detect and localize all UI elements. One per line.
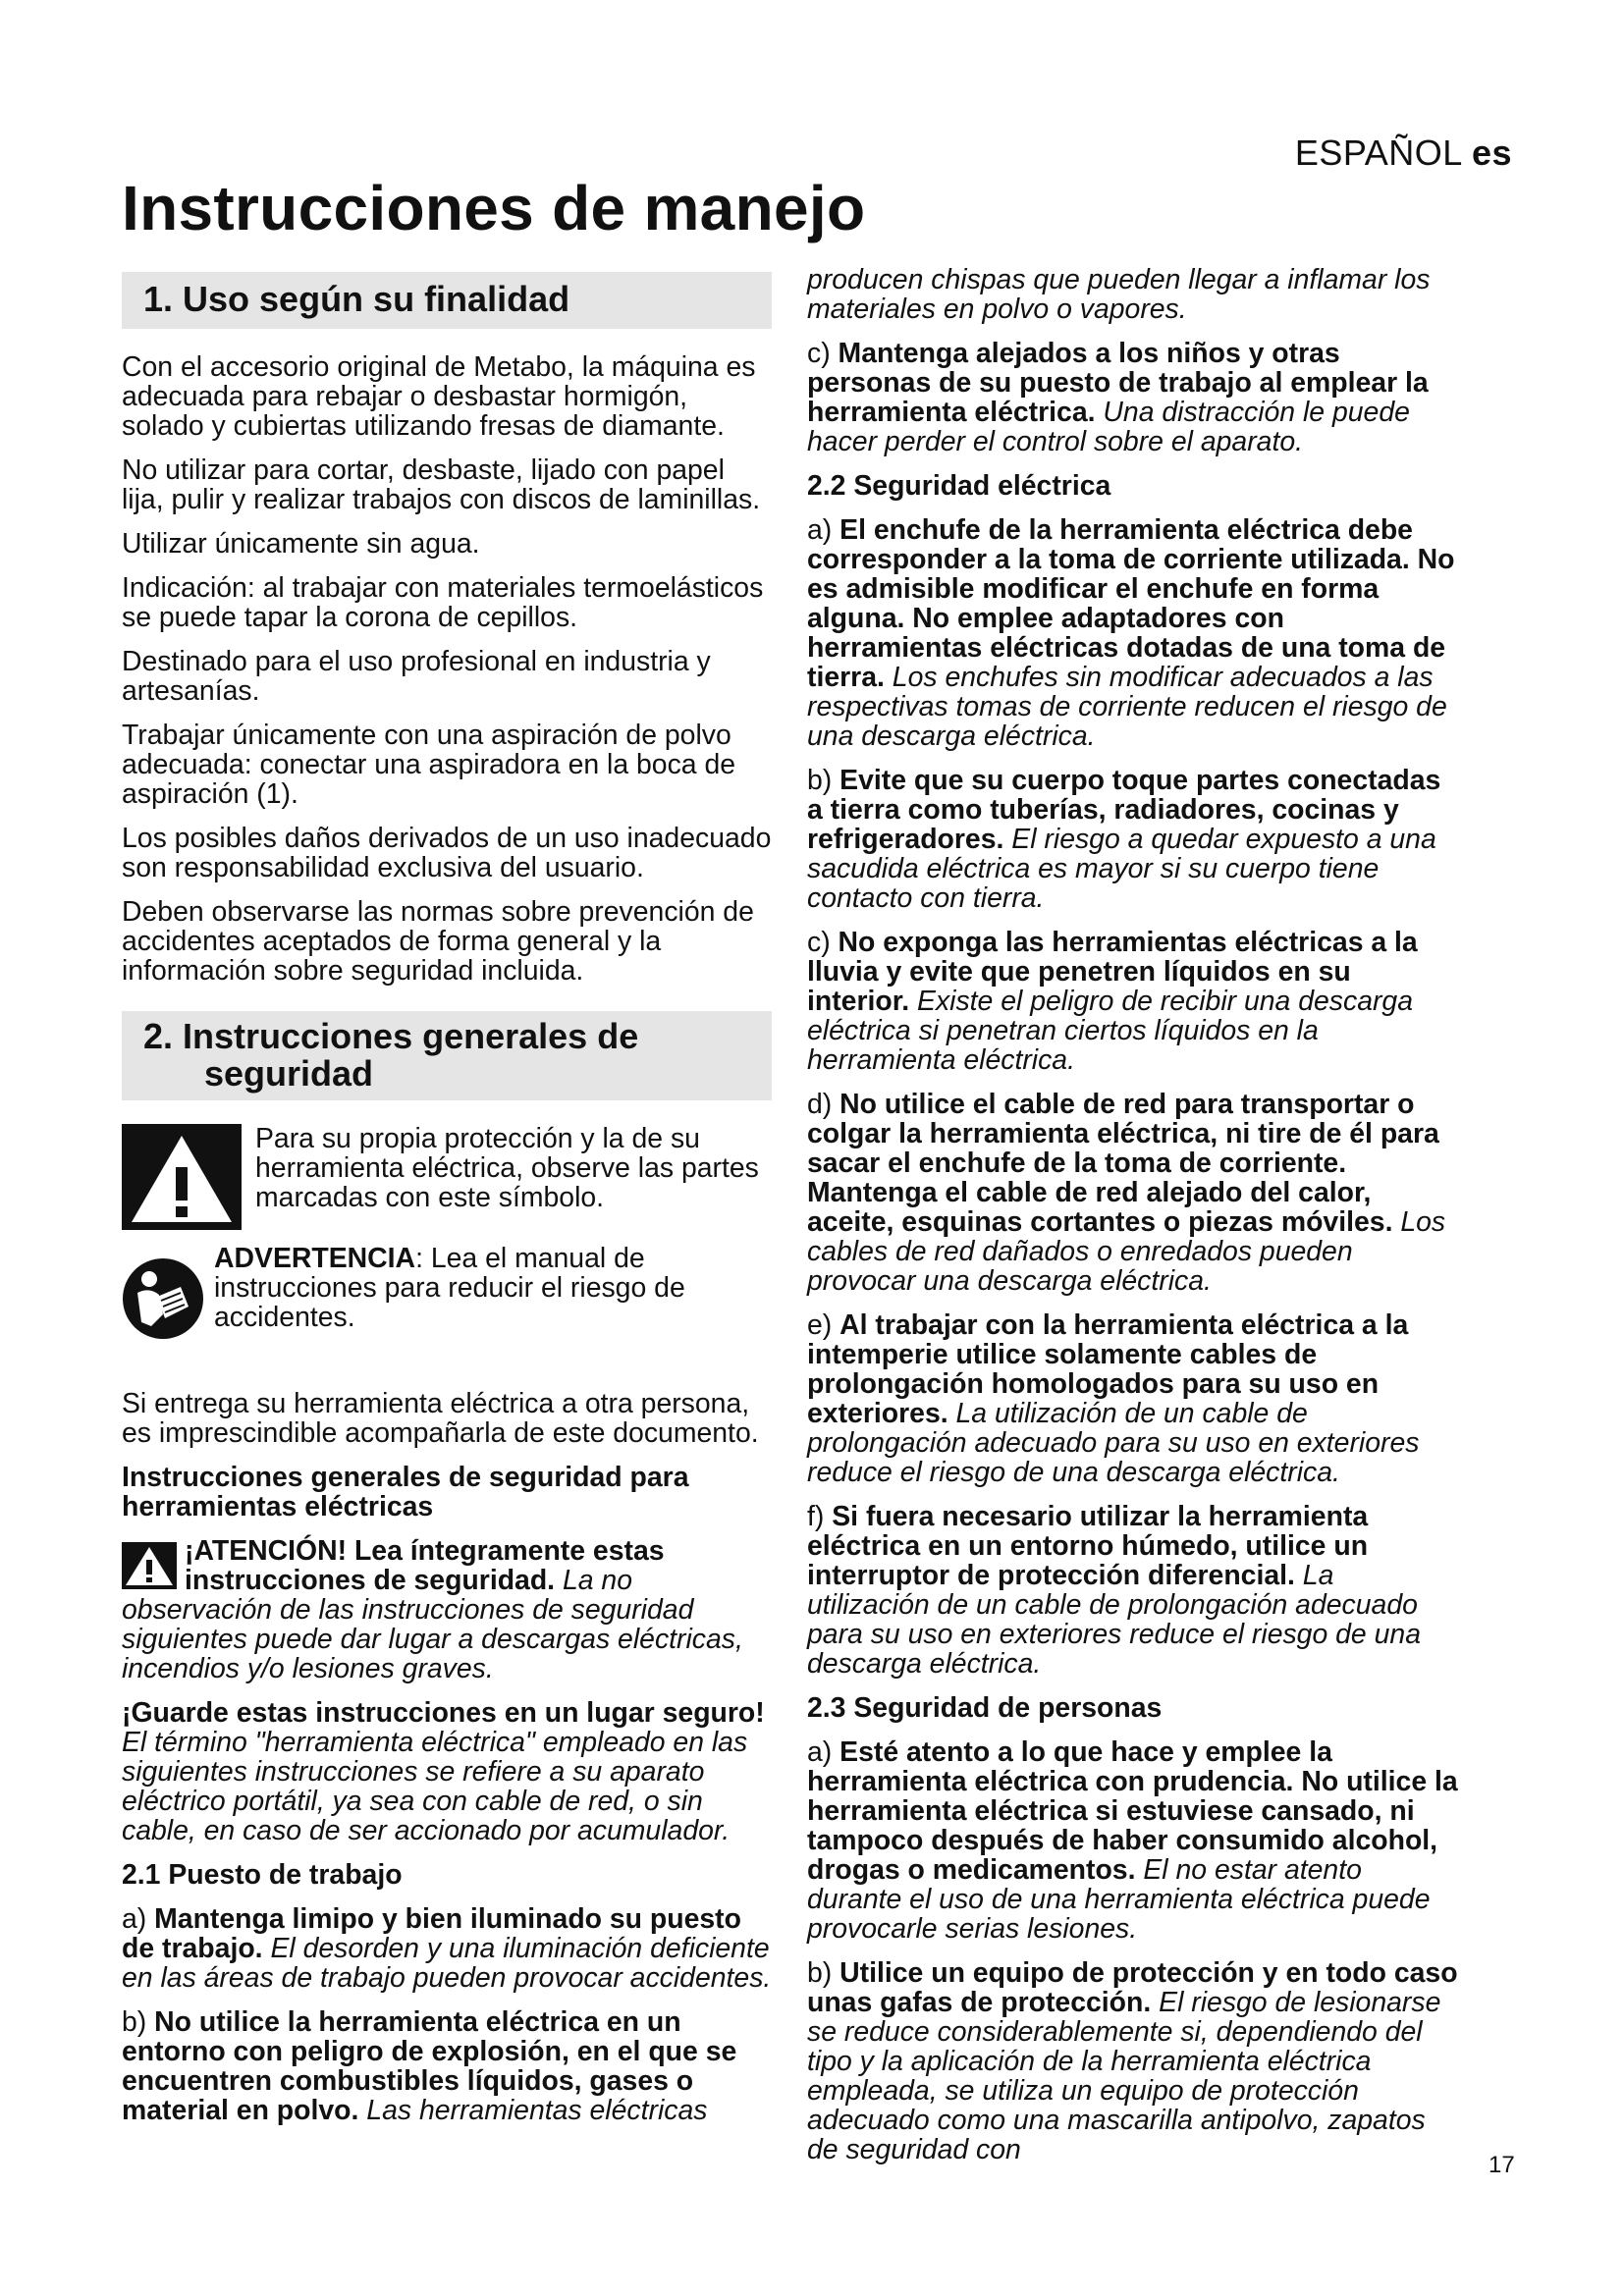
item-bold: Mantenga alejados a los niños y otras personas de su puesto de trabajo al emplear la herramienta eléctrica. <box>807 338 1429 428</box>
electrical-item-d <box>807 1090 1459 1296</box>
personal-safety-heading: 2.3 Seguridad de personas <box>807 1692 1163 1724</box>
document-title: Instrucciones de manejo <box>122 173 866 243</box>
personal-item-a <box>807 1737 1459 1944</box>
electrical-item-c <box>807 928 1459 1075</box>
item-bold: El enchufe de la herramienta eléctrica debe corresponder a la toma de corriente utilizada. No es admisible modificar el enchufe en forma alguna. No emplee adaptadores con herramientas eléctricas dotadas de una toma de tierra. <box>807 514 1455 693</box>
item-prefix: d) <box>807 1089 840 1120</box>
section1-paragraph-8: Deben observarse las normas sobre prevención de accidentes aceptados de forma general y la información sobre seguridad incluida. <box>122 896 754 987</box>
item-prefix: b) <box>122 2006 155 2038</box>
electrical-safety-heading: 2.2 Seguridad eléctrica <box>807 470 1111 502</box>
personal-item-b <box>807 1958 1459 2164</box>
item-bold: No exponga las herramientas eléctricas a la lluvia y evite que penetren líquidos en su interior. <box>807 927 1418 1017</box>
language-label <box>1295 133 1512 174</box>
item-italic: El desorden y una iluminación deficiente en las áreas de trabajo pueden provocar accidentes. <box>122 1933 772 1994</box>
item-prefix: b) <box>807 765 840 796</box>
item-italic: El riesgo de lesionarse se reduce considerablemente si, dependiendo del tipo y la aplicación de la herramienta eléctrica empleada, se utiliza un equipo de protección adecuado como una mascarilla antipolvo, zapatos de seguridad con <box>807 1987 1441 2165</box>
item-prefix: f) <box>807 1501 833 1532</box>
section2-heading-line2: seguridad <box>204 1053 374 1094</box>
section2-heading <box>122 1011 772 1100</box>
keep-instructions-paragraph <box>122 1698 772 1845</box>
item-italic: Existe el peligro de recibir una descarga eléctrica si penetran ciertos líquidos en la herramienta eléctrica. <box>807 986 1414 1076</box>
section2-heading-line1: 2. Instrucciones generales de <box>143 1016 639 1056</box>
section1-paragraph-5: Destinado para el uso profesional en industria y artesanías. <box>122 646 711 707</box>
general-safety-heading: Instrucciones generales de seguridad para herramientas eléctricas <box>122 1462 689 1522</box>
item-bold: Al trabajar con la herramienta eléctrica a la intemperie utilice solamente cables de prolongación homologados para su uso en exteriores. <box>807 1309 1409 1429</box>
electrical-item-a <box>807 515 1459 751</box>
item-italic: El no estar atento durante el uso de una herramienta eléctrica puede provocarle serias lesiones. <box>807 1854 1431 1945</box>
item-bold: Evite que su cuerpo toque partes conectadas a tierra como tuberías, radiadores, cocinas y refrigeradores. <box>807 765 1441 855</box>
item-bold: No utilice la herramienta eléctrica en un entorno con peligro de explosión, en el que se encuentren combustibles líquidos, gases o material en polvo. <box>122 2006 737 2126</box>
section1-paragraph-3: Utilizar únicamente sin agua. <box>122 528 480 560</box>
attention-bold: ¡ATENCIÓN! Lea íntegramente estas instrucciones de seguridad. <box>185 1535 665 1596</box>
electrical-item-b <box>807 766 1459 913</box>
attention-paragraph <box>122 1536 772 1683</box>
advertencia-body: : Lea el manual de instrucciones para reducir el riesgo de accidentes. <box>214 1243 685 1333</box>
item-italic: Las herramientas eléctricas <box>358 2095 708 2126</box>
item-prefix: c) <box>807 338 839 369</box>
section1-paragraph-7: Los posibles daños derivados de un uso inadecuado son responsabilidad exclusiva del usuario. <box>122 823 772 883</box>
keep-italic: El término "herramienta eléctrica" empleado en las siguientes instrucciones se refiere a su aparato eléctrico portátil, ya sea con cable de red, o sin cable, en caso de ser accionado por acumulador. <box>122 1727 748 1846</box>
item-prefix: a) <box>807 514 840 546</box>
item-bold: Esté atento a lo que hace y emplee la herramienta eléctrica con prudencia. No utilice la herramienta eléctrica si estuviese cansado, ni tampoco después de haber consumido alcohol, drogas o medicamentos. <box>807 1736 1458 1886</box>
item-italic: El riesgo a quedar expuesto a una sacudida eléctrica es mayor si su cuerpo tiene contacto con tierra. <box>807 824 1436 914</box>
read-manual-note <box>122 1244 772 1340</box>
section1-paragraph-2: No utilizar para cortar, desbaste, lijado con papel lija, pulir y realizar trabajos con discos de laminillas. <box>122 454 761 515</box>
warning-symbol-note <box>122 1124 772 1230</box>
right-column <box>807 265 1459 2179</box>
section1-paragraph-4: Indicación: al trabajar con materiales termoelásticos se puede tapar la corona de cepillos. <box>122 572 764 633</box>
item-italic: La utilización de un cable de prolongación adecuado para su uso en exteriores reduce el riesgo de una descarga eléctrica. <box>807 1560 1421 1680</box>
item-prefix: a) <box>807 1736 840 1768</box>
page-number: 17 <box>1489 2152 1515 2178</box>
item-italic: Los cables de red dañados o enredados pueden provocar una descarga eléctrica. <box>807 1206 1446 1297</box>
warning-symbol-text: Para su propia protección y la de su herramienta eléctrica, observe las partes marcadas con este símbolo. <box>255 1123 759 1213</box>
work-area-item-a <box>122 1904 772 1993</box>
section1-paragraph-6: Trabajar únicamente con una aspiración de polvo adecuada: conectar una aspiradora en la boca de aspiración (1). <box>122 720 736 810</box>
item-bold: Si fuera necesario utilizar la herramienta eléctrica en un entorno húmedo, utilice un interruptor de protección diferencial. <box>807 1501 1369 1591</box>
item-prefix: c) <box>807 927 839 958</box>
item-bold: Mantenga limipo y bien iluminado su puesto de trabajo. <box>122 1903 741 1964</box>
read-manual-icon <box>122 1257 204 1340</box>
work-area-item-b <box>122 2007 772 2125</box>
section1-heading: 1. Uso según su finalidad <box>122 272 772 329</box>
language-name: ESPAÑOL <box>1294 133 1462 173</box>
item-italic: La utilización de un cable de prolongación adecuado para su uso en exteriores reduce el riesgo de una descarga eléctrica. <box>807 1398 1420 1488</box>
item-bold: No utilice el cable de red para transportar o colgar la herramienta eléctrica, ni tire de él para sacar el enchufe de la toma de corriente. Mantenga el cable de red alejado del calor, aceite, esquinas cortantes o piezas móviles. <box>807 1089 1439 1238</box>
work-area-item-c <box>807 339 1459 456</box>
advertencia-label: ADVERTENCIA <box>214 1243 416 1274</box>
item-prefix: b) <box>807 1957 840 1989</box>
item-italic: Una distracción le puede hacer perder el control sobre el aparato. <box>807 397 1410 457</box>
section1-paragraph-1: Con el accesorio original de Metabo, la máquina es adecuada para rebajar o desbastar hormigón, solado y cubiertas utilizando fresas de diamante. <box>122 351 756 442</box>
electrical-item-f <box>807 1502 1459 1679</box>
advertencia-text <box>214 1244 772 1332</box>
warning-triangle-icon <box>122 1124 242 1230</box>
left-column <box>122 272 772 2140</box>
item-bold: Utilice un equipo de protección y en todo caso unas gafas de protección. <box>807 1957 1458 2018</box>
work-area-heading: 2.1 Puesto de trabajo <box>122 1859 403 1891</box>
attention-italic: La no observación de las instrucciones de seguridad siguientes puede dar lugar a descargas eléctricas, incendios y/o lesiones graves. <box>122 1565 743 1684</box>
work-area-item-b-continued: producen chispas que pueden llegar a inflamar los materiales en polvo o vapores. <box>807 264 1431 325</box>
electrical-item-e <box>807 1310 1459 1487</box>
item-prefix: a) <box>122 1903 155 1935</box>
keep-bold: ¡Guarde estas instrucciones en un lugar seguro! <box>122 1697 765 1729</box>
language-code: es <box>1471 133 1512 173</box>
item-prefix: e) <box>807 1309 840 1341</box>
item-italic: Los enchufes sin modificar adecuados a las respectivas tomas de corriente reducen el riesgo de una descarga eléctrica. <box>807 662 1447 752</box>
warning-triangle-small-icon <box>122 1542 177 1589</box>
handover-paragraph: Si entrega su herramienta eléctrica a otra persona, es imprescindible acompañarla de este documento. <box>122 1388 759 1449</box>
